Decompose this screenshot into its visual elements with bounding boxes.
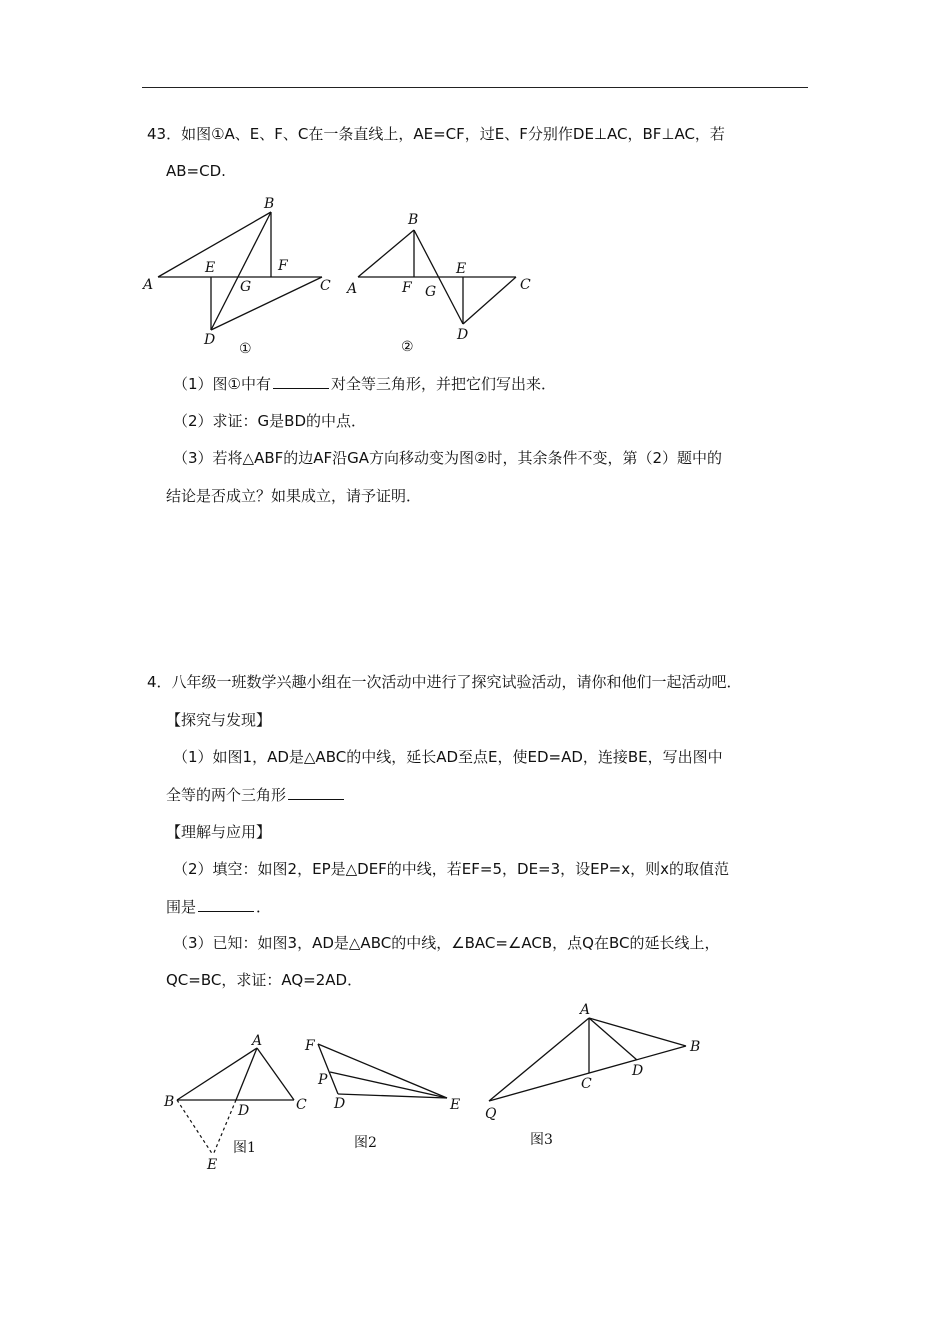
q4-section-apply: 【理解与应用】	[166, 823, 272, 841]
q4-fig1-label-a: A	[252, 1033, 263, 1049]
q4-fig2-label-e: E	[450, 1097, 461, 1113]
q43-fig2-label-d: D	[457, 327, 469, 343]
q43-part1-prefix: （1）图①中有	[173, 375, 271, 393]
q4-part3-line1: （3）已知：如图3，AD是△ABC的中线，∠BAC=∠ACB，点Q在BC的延长线上，	[173, 934, 720, 952]
q43-part1-suffix: 对全等三角形，并把它们写出来．	[331, 375, 557, 393]
q4-fig2-label-d: D	[334, 1096, 346, 1112]
q43-fig1-label-a: A	[143, 277, 154, 293]
q43-line1: 43．如图①A、E、F、C在一条直线上，AE=CF，过E、F分别作DE⊥AC，BF⊥AC，若	[147, 125, 725, 143]
q4-fig3-label-q: Q	[485, 1106, 497, 1122]
q4-part2-text: 围是	[166, 898, 197, 916]
q43-fig1-caption: ①	[239, 341, 252, 357]
q4-fig2-caption: 图2	[354, 1135, 377, 1151]
q4-fig1-label-c: C	[296, 1097, 307, 1113]
q43-fig1-label-e: E	[205, 260, 216, 276]
q43-fig1-label-g: G	[240, 279, 252, 295]
q43-fig2-label-a: A	[347, 281, 358, 297]
q43-line2: AB=CD.	[166, 162, 226, 180]
q43-fig2-label-b: B	[408, 212, 419, 228]
q4-part3-line2: QC=BC，求证：AQ=2AD．	[166, 971, 363, 989]
q4-intro: 4．八年级一班数学兴趣小组在一次活动中进行了探究试验活动，请你和他们一起活动吧．	[147, 673, 742, 691]
q43-fig1-label-d: D	[204, 332, 216, 348]
q43-fig1-label-b: B	[264, 196, 275, 212]
q4-fig3-label-d: D	[632, 1063, 644, 1079]
q4-fig3-label-b: B	[690, 1039, 701, 1055]
q4-section-explore: 【探究与发现】	[166, 711, 272, 729]
q43-fig1-label-c: C	[320, 278, 331, 294]
q43-part3-line2: 结论是否成立？如果成立，请予证明．	[166, 487, 422, 505]
q4-part2-end: ．	[256, 898, 272, 916]
q4-part1-line1: （1）如图1，AD是△ABC的中线，延长AD至点E，使ED=AD，连接BE，写出图中	[173, 748, 723, 766]
q4-fig3-line-aq	[489, 1018, 589, 1101]
q4-fig3-line-qb	[489, 1046, 686, 1101]
q4-fig3-caption: 图3	[530, 1132, 553, 1148]
q43-part2: （2）求证：G是BD的中点．	[173, 412, 367, 430]
q4-fig1-label-d: D	[238, 1103, 250, 1119]
q4-fig2-label-f: F	[305, 1038, 315, 1054]
q4-fig1-caption: 图1	[233, 1140, 256, 1156]
q4-fig1-label-e: E	[207, 1157, 218, 1173]
q43-fig2-label-e: E	[456, 261, 467, 277]
q43-fig2-caption: ②	[401, 339, 414, 355]
q43-fig1-label-f: F	[278, 258, 288, 274]
q43-fig2-label-f: F	[402, 280, 412, 296]
q43-fig2-label-g: G	[425, 284, 437, 300]
q4-fig3-label-a: A	[580, 1002, 591, 1018]
q4-fig3-line-ab	[589, 1018, 686, 1046]
q43-part3-line1: （3）若将△ABF的边AF沿GA方向移动变为图②时，其余条件不变，第（2）题中的	[173, 449, 723, 467]
q43-fig2-label-c: C	[520, 277, 531, 293]
q4-fig2-label-p: P	[318, 1072, 328, 1088]
q4-fig1-label-b: B	[164, 1094, 175, 1110]
q4-fig3-label-c: C	[581, 1076, 592, 1092]
q4-part2-line1: （2）填空：如图2，EP是△DEF的中线，若EF=5，DE=3，设EP=x，则x的取值范	[173, 860, 730, 878]
q4-part1-text: 全等的两个三角形	[166, 786, 287, 804]
